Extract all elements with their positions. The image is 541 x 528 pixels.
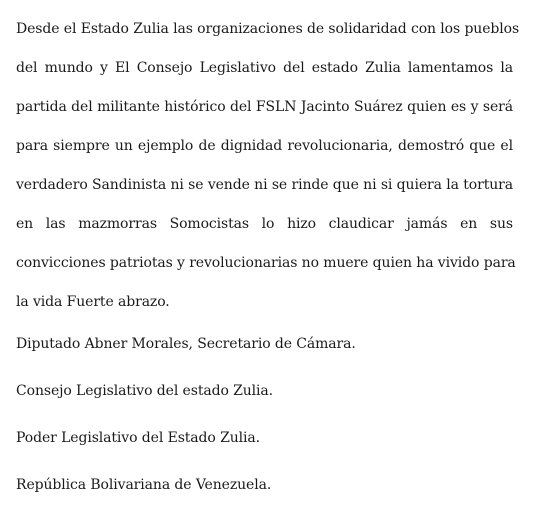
paragraph-line: la vida Fuerte abrazo. [16,294,170,310]
paragraph-line: para siempre un ejemplo de dignidad revolucionaria, demostró que el [16,138,513,154]
document [16,10,520,495]
signatory-country: República Bolivariana de Venezuela. [16,477,272,493]
signatory-council: Consejo Legislativo del estado Zulia. [16,383,274,399]
message-paragraph [16,10,520,322]
paragraph-line: verdadero Sandinista ni se vende ni se rinde que ni si quiera la tortura [16,177,513,193]
paragraph-line: Desde el Estado Zulia las organizaciones de solidaridad con los pueblos [16,21,520,37]
paragraph-line: convicciones patriotas y revolucionarias no muere quien ha vivido para [16,255,516,271]
signatory-power: Poder Legislativo del Estado Zulia. [16,430,260,446]
signatory-name: Diputado Abner Morales, Secretario de Cámara. [16,336,356,352]
paragraph-line: del mundo y El Consejo Legislativo del estado Zulia lamentamos la [16,60,513,76]
paragraph-line: en las mazmorras Somocistas lo hizo claudicar jamás en sus [16,216,513,232]
paragraph-line: partida del militante histórico del FSLN Jacinto Suárez quien es y será [16,99,513,115]
